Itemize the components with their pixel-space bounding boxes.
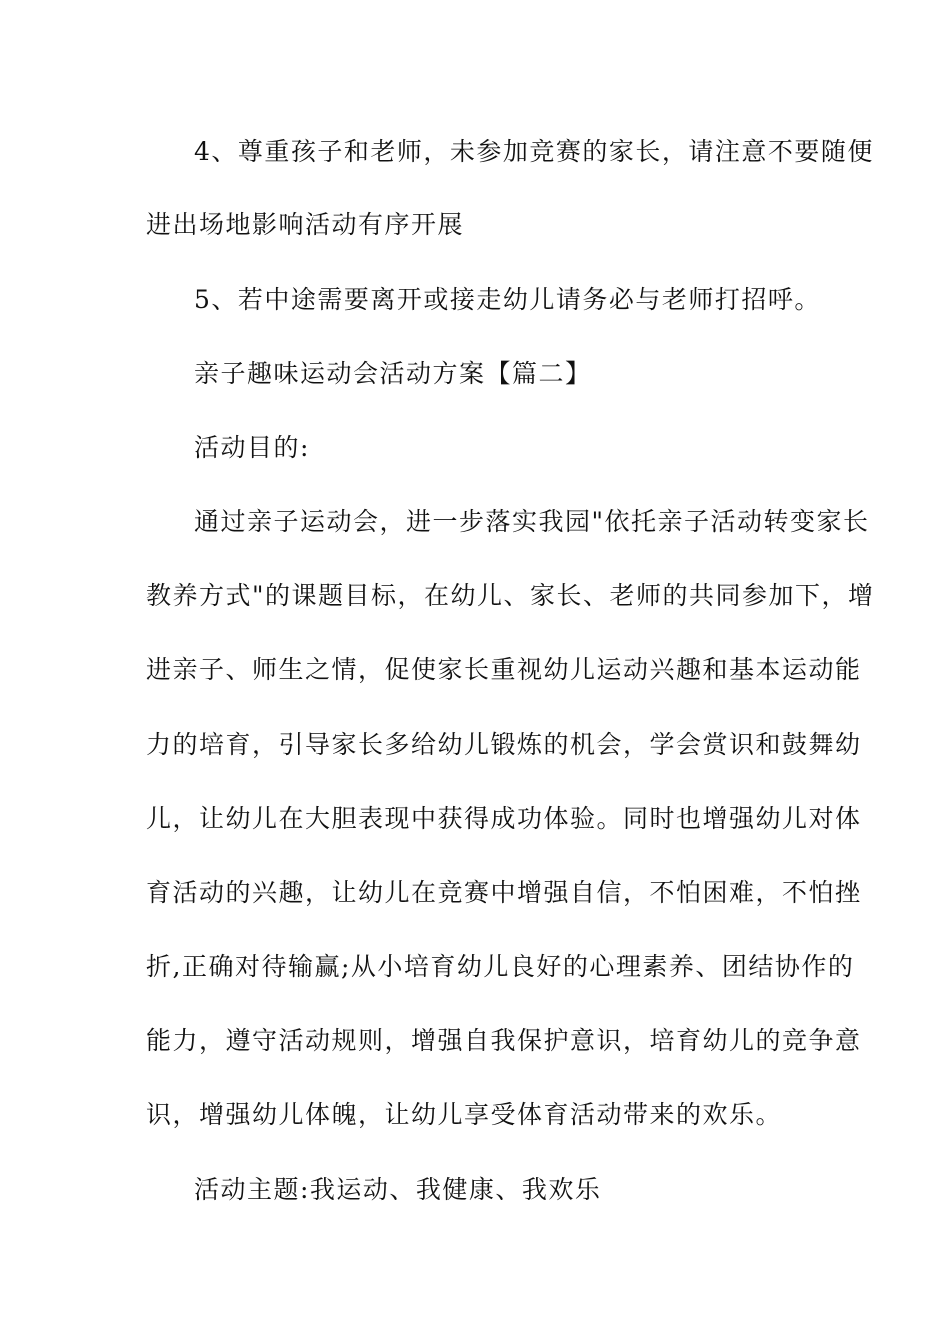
purpose-text-line-9: 识，增强幼儿体魄，让幼儿享受体育活动带来的欢乐。	[146, 1100, 783, 1129]
purpose-text-line-6: 育活动的兴趣，让幼儿在竞赛中增强自信，不怕困难，不怕挫	[146, 878, 862, 907]
paragraph-item-4: 4、尊重孩子和老师，未参加竞赛的家长，请注意不要随便	[194, 137, 874, 166]
activity-purpose-label: 活动目的:	[194, 433, 310, 462]
purpose-text-line-4: 力的培育，引导家长多给幼儿锻炼的机会，学会赏识和鼓舞幼	[146, 730, 862, 759]
section-heading: 亲子趣味运动会活动方案【篇二】	[194, 359, 592, 388]
activity-theme: 活动主题:我运动、我健康、我欢乐	[194, 1175, 602, 1204]
paragraph-item-4-continued: 进出场地影响活动有序开展	[146, 210, 465, 239]
purpose-text-line-5: 儿，让幼儿在大胆表现中获得成功体验。同时也增强幼儿对体	[146, 804, 862, 833]
purpose-text-line-1: 通过亲子运动会，进一步落实我园"依托亲子活动转变家长	[194, 507, 870, 536]
purpose-text-line-7: 折,正确对待输赢;从小培育幼儿良好的心理素养、团结协作的	[146, 952, 855, 981]
purpose-text-line-2: 教养方式"的课题目标，在幼儿、家长、老师的共同参加下，增	[146, 581, 875, 610]
purpose-text-line-8: 能力，遵守活动规则，增强自我保护意识，培育幼儿的竞争意	[146, 1026, 862, 1055]
paragraph-item-5: 5、若中途需要离开或接走幼儿请务必与老师打招呼。	[194, 285, 821, 314]
purpose-text-line-3: 进亲子、师生之情，促使家长重视幼儿运动兴趣和基本运动能	[146, 655, 862, 684]
